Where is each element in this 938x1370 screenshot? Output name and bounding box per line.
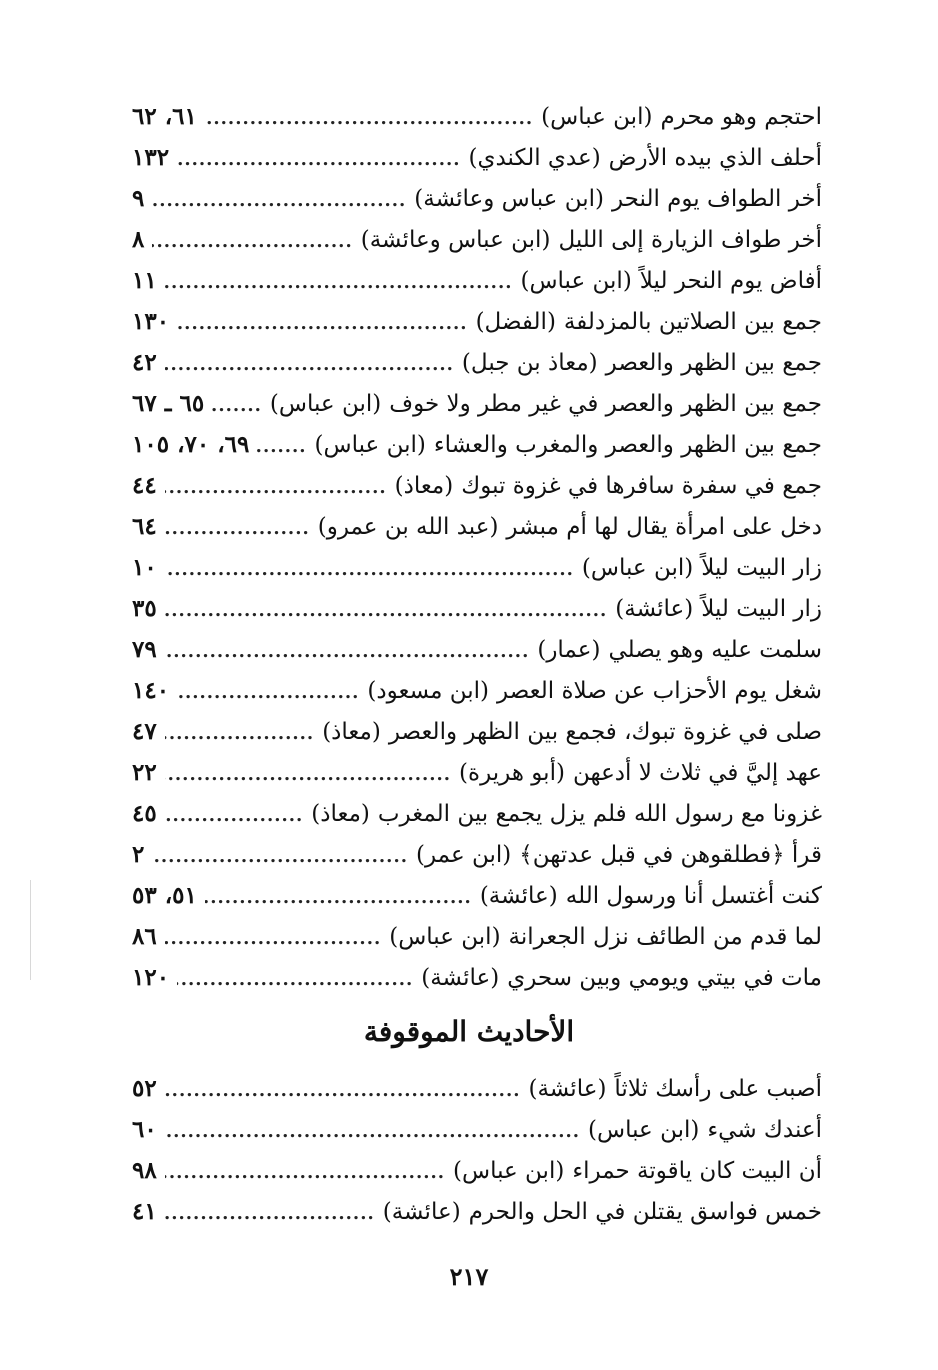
mawquf-hadith-index xyxy=(132,1068,822,1232)
page-reference: ٦٤ xyxy=(132,513,157,540)
narrator-source: (ابن عباس) xyxy=(453,1158,565,1184)
hadith-text: أفاض يوم النحر ليلاً xyxy=(639,268,822,294)
narrator-source: (معاذ بن جبل) xyxy=(461,350,598,376)
page-reference: ٦١، ٦٢ xyxy=(132,103,197,130)
hadith-text: أصبب على رأسك ثلاثاً xyxy=(614,1076,822,1102)
index-entry xyxy=(132,383,822,424)
dot-leader xyxy=(165,549,574,590)
page-reference: ٤٢ xyxy=(132,349,157,376)
narrator-source: (ابن عمر) xyxy=(415,842,512,868)
index-entry xyxy=(132,424,822,465)
dot-leader xyxy=(165,1193,375,1234)
hadith-text: جمع في سفرة سافرها في غزوة تبوك xyxy=(461,473,822,499)
dot-leader xyxy=(165,344,454,385)
narrator-source: (ابن عباس) xyxy=(520,268,632,294)
hadith-text: مات في بيتي ويومي وبين سحري xyxy=(507,965,822,991)
index-entry xyxy=(132,957,822,998)
index-entry xyxy=(132,1068,822,1109)
page-number: ٢١٧ xyxy=(449,1262,489,1291)
index-entry xyxy=(132,916,822,957)
hadith-text: سلمت عليه وهو يصلي xyxy=(608,637,822,663)
page-reference: ٨٦ xyxy=(132,923,157,950)
narrator-source: (عدي الكندي) xyxy=(468,145,601,171)
dot-leader xyxy=(177,672,359,713)
index-entry xyxy=(132,342,822,383)
narrator-source: (ابن عباس) xyxy=(581,555,694,581)
hadith-text: احتجم وهو محرم xyxy=(660,104,822,130)
index-entry xyxy=(132,588,822,629)
narrator-source: (ابن عباس) xyxy=(269,391,382,417)
hadith-text: جمع بين الظهر والعصر في غير مطر ولا خوف xyxy=(389,391,822,417)
dot-leader xyxy=(152,836,408,877)
page-reference: ٦٠ xyxy=(132,1116,157,1143)
narrator-source: (أبو هريرة) xyxy=(459,760,565,786)
dot-leader xyxy=(177,303,468,344)
page-reference: ١٣٢ xyxy=(132,144,170,171)
index-entry xyxy=(132,834,822,875)
index-entry xyxy=(132,547,822,588)
narrator-source: (معاذ) xyxy=(322,719,381,745)
dot-leader xyxy=(257,426,306,467)
hadith-text: أخر طواف الزيارة إلى الليل xyxy=(558,227,822,253)
narrator-source: (الفضل) xyxy=(475,309,556,335)
index-entry xyxy=(132,711,822,752)
hadith-text: خمس فواسق يقتلن في الحل والحرم xyxy=(468,1199,822,1225)
hadith-text: زار البيت ليلاً xyxy=(701,555,822,581)
page-reference: ٤٥ xyxy=(132,800,157,827)
narrator-source: (ابن عباس) xyxy=(314,432,426,458)
narrator-source: (عائشة) xyxy=(528,1076,607,1102)
page-reference: ٩٨ xyxy=(132,1157,157,1184)
marfu-hadith-index xyxy=(132,96,822,998)
dot-leader xyxy=(165,1070,521,1111)
index-entry xyxy=(132,465,822,506)
page-reference: ٢ xyxy=(132,841,145,868)
narrator-source: (معاذ) xyxy=(311,801,370,827)
hadith-text: صلى في غزوة تبوك، فجمع بين الظهر والعصر xyxy=(388,719,822,745)
page-reference: ١٣٠ xyxy=(132,308,170,335)
page-reference: ١١ xyxy=(132,267,157,294)
narrator-source: (عائشة) xyxy=(421,965,500,991)
hadith-text: جمع بين الظهر والعصر والمغرب والعشاء xyxy=(433,432,822,458)
page-reference: ٤٧ xyxy=(132,718,157,745)
dot-leader xyxy=(152,180,406,221)
dot-leader xyxy=(205,98,533,139)
narrator-source: (عائشة) xyxy=(479,883,558,909)
dot-leader xyxy=(177,959,413,1000)
dot-leader xyxy=(212,385,262,426)
page-reference: ١٢٠ xyxy=(132,964,170,991)
hadith-text: عهد إليَّ في ثلاث لا أدعهن xyxy=(572,760,822,786)
hadith-text: أحلف الذي بيده الأرض xyxy=(608,145,822,171)
hadith-text: لما قدم من الطائف نزل الجعرانة xyxy=(508,924,822,950)
hadith-text: أن البيت كان ياقوتة حمراء xyxy=(572,1158,822,1184)
section-heading-mawquf: الأحاديث الموقوفة xyxy=(363,1015,575,1048)
index-entry xyxy=(132,260,822,301)
index-entry xyxy=(132,137,822,178)
page-reference: ٣٥ xyxy=(132,595,157,622)
dot-leader xyxy=(165,1152,445,1193)
hadith-text: دخل على امرأة يقال لها أم مبشر xyxy=(506,514,822,540)
dot-leader xyxy=(152,221,352,262)
dot-leader xyxy=(165,1111,580,1152)
dot-leader xyxy=(165,590,608,631)
narrator-source: (ابن مسعود) xyxy=(367,678,489,704)
hadith-text: أخر الطواف يوم النحر xyxy=(611,186,822,212)
hadith-text: جمع بين الصلاتين بالمزدلفة xyxy=(563,309,822,335)
index-entry xyxy=(132,752,822,793)
dot-leader xyxy=(165,754,451,795)
dot-leader xyxy=(165,631,530,672)
narrator-source: (ابن عباس) xyxy=(389,924,501,950)
narrator-source: (عبد الله بن عمرو) xyxy=(317,514,499,540)
scan-edge-mark xyxy=(30,880,31,980)
narrator-source: (معاذ) xyxy=(394,473,454,499)
dot-leader xyxy=(177,139,460,180)
page-reference: ١٤٠ xyxy=(132,677,170,704)
narrator-source: (ابن عباس وعائشة) xyxy=(414,186,604,212)
dot-leader xyxy=(165,795,304,836)
narrator-source: (عائشة) xyxy=(615,596,694,622)
hadith-text: زار البيت ليلاً xyxy=(701,596,822,622)
narrator-source: (ابن عباس) xyxy=(541,104,653,130)
index-entry xyxy=(132,178,822,219)
index-entry xyxy=(132,1109,822,1150)
index-entry xyxy=(132,1191,822,1232)
index-entry xyxy=(132,1150,822,1191)
hadith-text: قرأ ﴿فطلقوهن في قبل عدتهن﴾ xyxy=(519,842,822,868)
page-reference: ٩ xyxy=(132,185,145,212)
page-reference: ٦٥ ـ ٦٧ xyxy=(132,390,205,417)
index-entry xyxy=(132,670,822,711)
dot-leader xyxy=(165,713,314,754)
index-entry xyxy=(132,219,822,260)
index-entry xyxy=(132,875,822,916)
page-reference: ٢٢ xyxy=(132,759,157,786)
narrator-source: (ابن عباس) xyxy=(588,1117,700,1143)
hadith-text: كنت أغتسل أنا ورسول الله xyxy=(565,883,822,909)
hadith-text: شغل يوم الأحزاب عن صلاة العصر xyxy=(497,678,822,704)
hadith-text: أعندك شيء xyxy=(707,1117,822,1143)
dot-leader xyxy=(165,467,387,508)
index-entry xyxy=(132,96,822,137)
index-entry xyxy=(132,506,822,547)
page-reference: ٨ xyxy=(132,226,145,253)
page-reference: ٥١، ٥٣ xyxy=(132,882,197,909)
dot-leader xyxy=(205,877,472,918)
narrator-source: (ابن عباس وعائشة) xyxy=(360,227,551,253)
dot-leader xyxy=(165,918,382,959)
page-reference: ٦٩، ٧٠، ١٠٥ xyxy=(132,431,250,458)
hadith-text: غزونا مع رسول الله فلم يزل يجمع بين المغرب xyxy=(377,801,822,827)
index-entry xyxy=(132,301,822,342)
dot-leader xyxy=(165,508,310,549)
narrator-source: (عائشة) xyxy=(382,1199,461,1225)
page-reference: ١٠ xyxy=(132,554,157,581)
narrator-source: (عمار) xyxy=(537,637,601,663)
page-reference: ٥٢ xyxy=(132,1075,157,1102)
page-reference: ٧٩ xyxy=(132,636,157,663)
page-reference: ٤١ xyxy=(132,1198,157,1225)
hadith-text: جمع بين الظهر والعصر xyxy=(605,350,822,376)
page-reference: ٤٤ xyxy=(132,472,157,499)
dot-leader xyxy=(165,262,513,303)
index-entry xyxy=(132,629,822,670)
index-entry xyxy=(132,793,822,834)
